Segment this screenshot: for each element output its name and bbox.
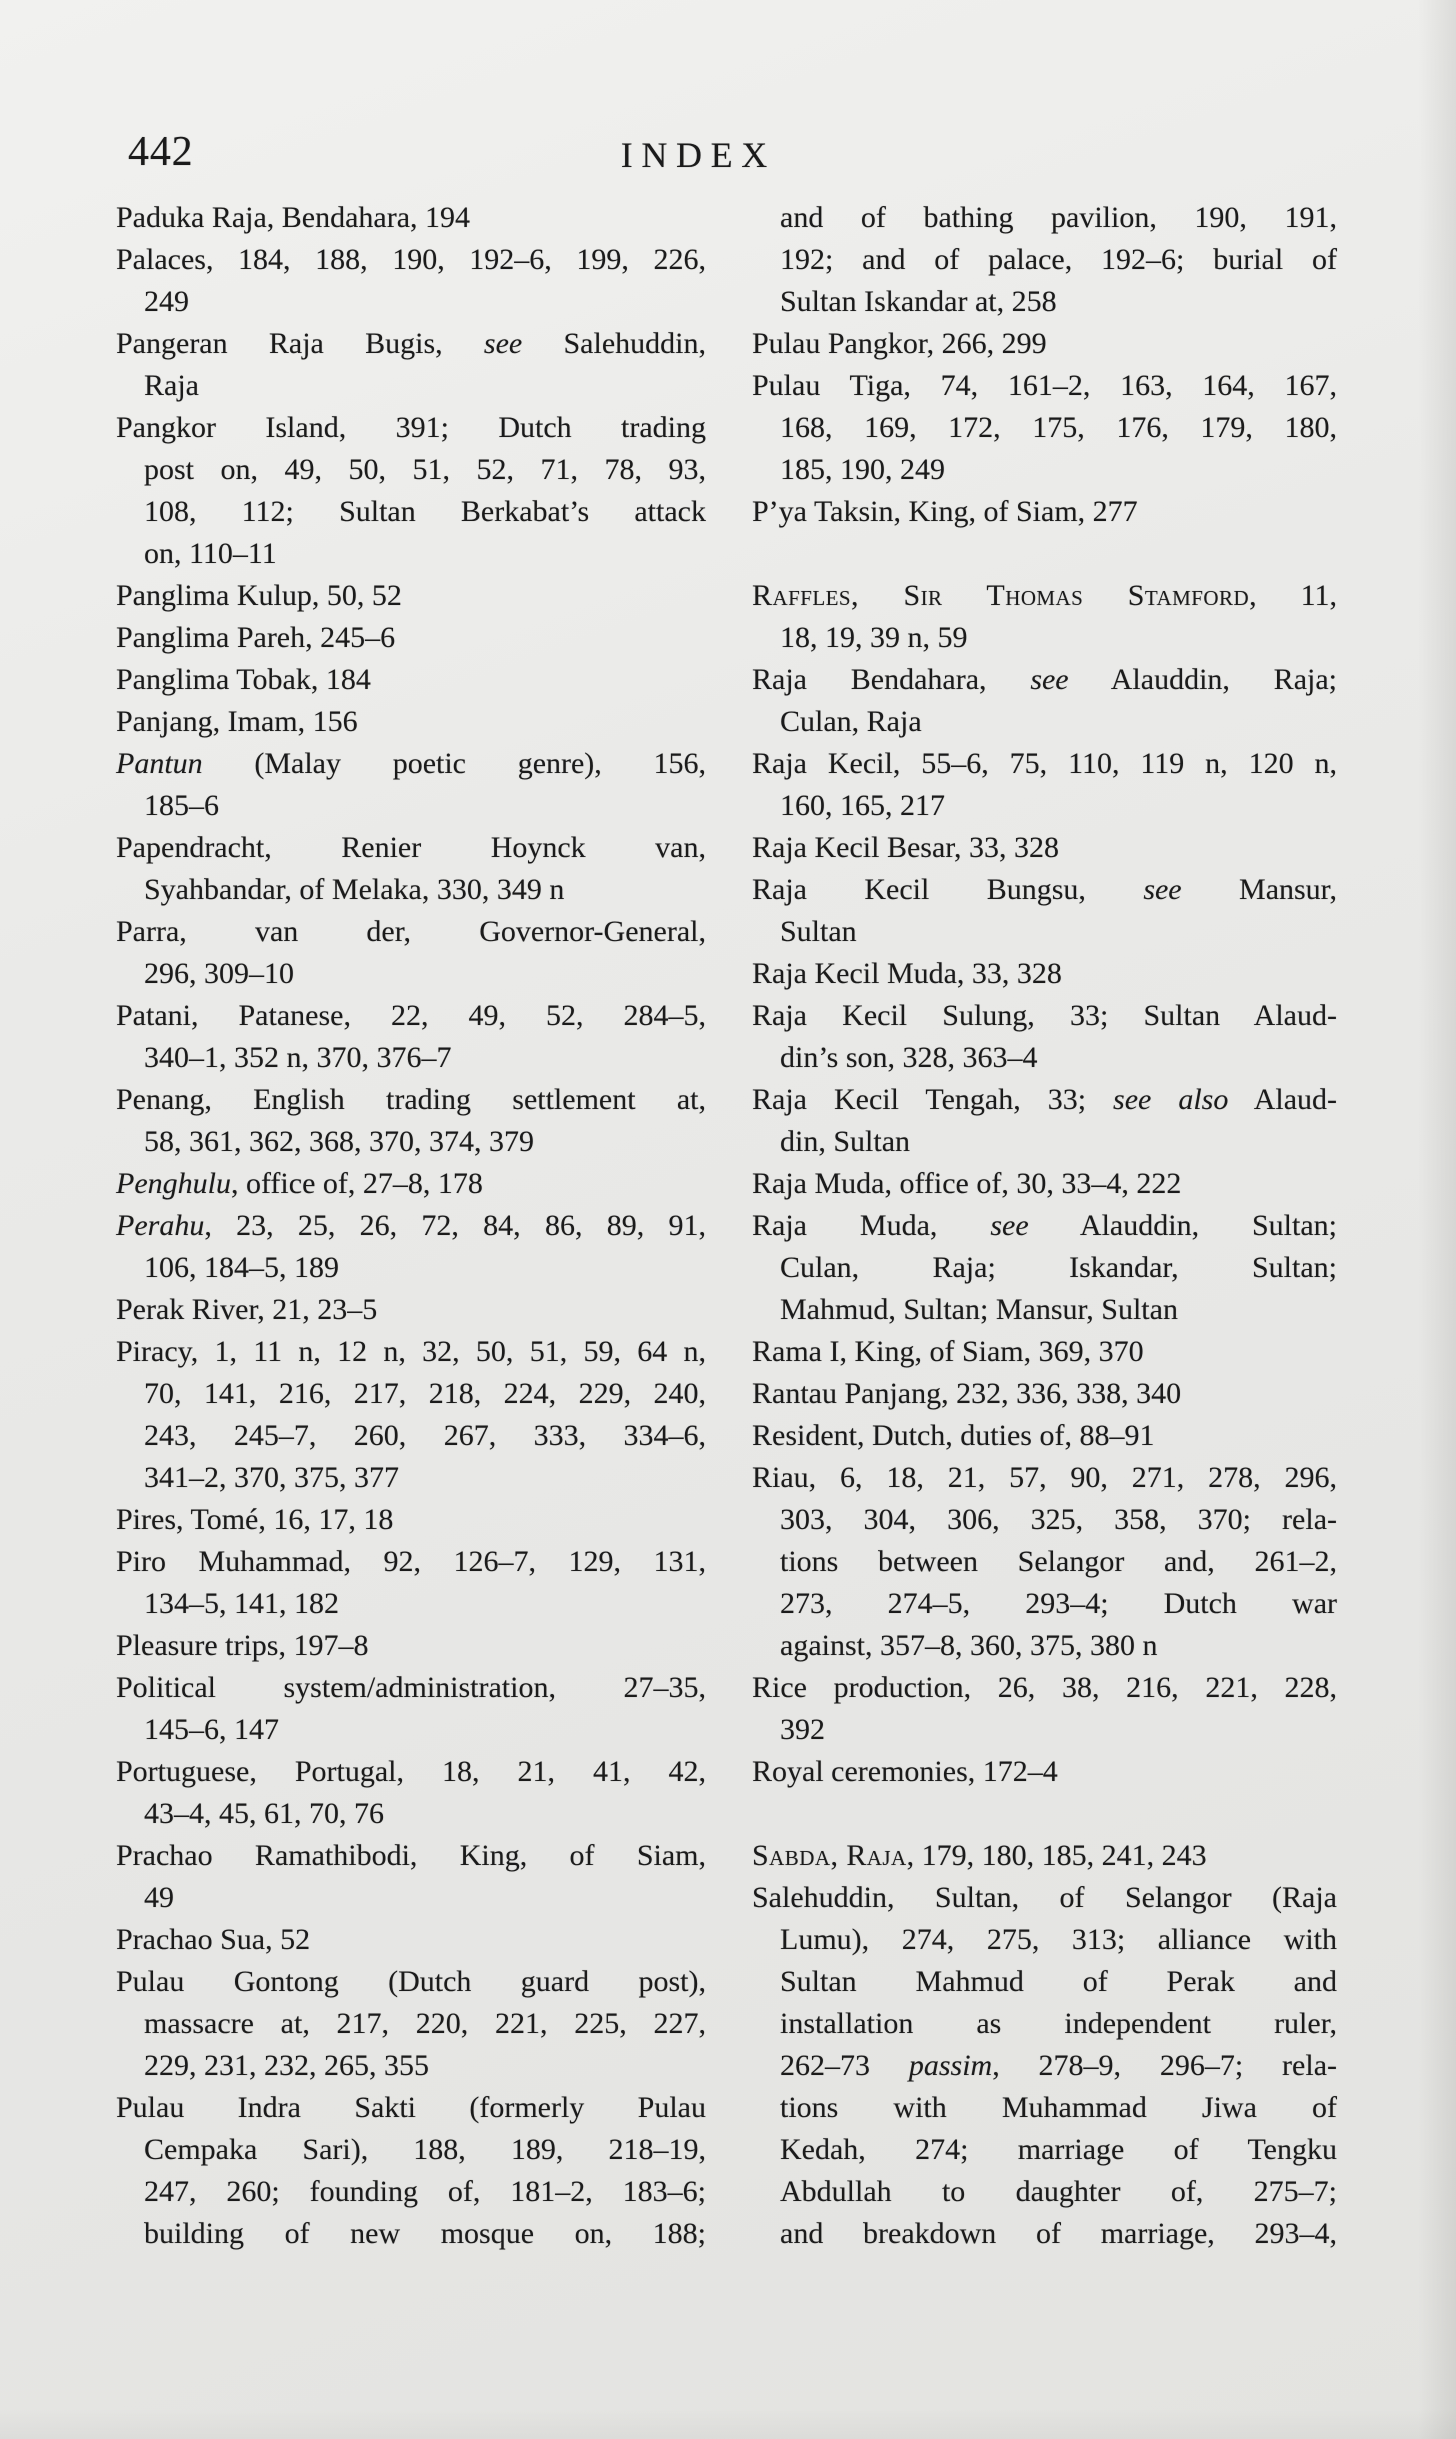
- index-entry: [116, 575, 706, 617]
- entry-text: (Malay poetic genre), 156,: [202, 747, 706, 780]
- page-edge-shadow-right: [1418, 0, 1456, 2439]
- index-entry: [116, 407, 706, 575]
- index-entry: [116, 1205, 706, 1289]
- index-entry: [752, 1667, 1337, 1751]
- entry-text: Raja Kecil Bungsu,: [752, 873, 1144, 906]
- entry-line: [116, 1709, 706, 1751]
- entry-line: [116, 1625, 706, 1667]
- entry-line: [116, 1289, 706, 1331]
- entry-text: 392: [780, 1713, 825, 1746]
- entry-text: Pulau Pangkor, 266, 299: [752, 327, 1047, 360]
- entry-text: 185, 190, 249: [780, 453, 945, 486]
- entry-line: [116, 1247, 706, 1289]
- entry-line: [116, 827, 706, 869]
- entry-text: Paduka Raja, Bendahara, 194: [116, 201, 471, 234]
- entry-line: [116, 1583, 706, 1625]
- entry-line: [752, 953, 1337, 995]
- entry-text: 243, 245–7, 260, 267, 333, 334–6,: [144, 1419, 706, 1452]
- italic-text: see: [990, 1209, 1029, 1242]
- entry-line: [116, 2171, 706, 2213]
- entry-line: [752, 701, 1337, 743]
- entry-text: Mansur,: [1181, 873, 1337, 906]
- index-entry: [752, 743, 1337, 827]
- entry-text: Raja Kecil Tengah, 33;: [752, 1083, 1114, 1116]
- index-entry: [116, 1667, 706, 1751]
- entry-text: 185–6: [144, 789, 219, 822]
- entry-text: Culan, Raja; Iskandar, Sultan;: [780, 1251, 1337, 1284]
- entry-text: din, Sultan: [780, 1125, 911, 1158]
- entry-line: [752, 365, 1337, 407]
- entry-line: [752, 1583, 1337, 1625]
- entry-text: tions between Selangor and, 261–2,: [780, 1545, 1337, 1578]
- page-number: 442: [128, 129, 194, 175]
- entry-line: [116, 869, 706, 911]
- entry-line: [752, 2171, 1337, 2213]
- entry-text: 341–2, 370, 375, 377: [144, 1461, 399, 1494]
- entry-text: 192; and of palace, 192–6; burial of: [780, 243, 1337, 276]
- entry-line: [752, 1541, 1337, 1583]
- index-entry: [752, 995, 1337, 1079]
- italic-text: see: [1030, 663, 1069, 696]
- small-caps-text: Sabda, Raja: [752, 1839, 907, 1872]
- index-entry: [116, 995, 706, 1079]
- entry-line: [116, 365, 706, 407]
- entry-text: 18, 19, 39 n, 59: [780, 621, 968, 654]
- entry-line: [752, 911, 1337, 953]
- entry-text: tions with Muhammad Jiwa of: [780, 2091, 1337, 2124]
- entry-text: , 278–9, 296–7; rela-: [992, 2049, 1338, 2082]
- entry-line: [116, 1877, 706, 1919]
- entry-text: Raja Kecil Besar, 33, 328: [752, 831, 1060, 864]
- entry-text: Alaud-: [1228, 1083, 1337, 1116]
- entry-text: 70, 141, 216, 217, 218, 224, 229, 240,: [144, 1377, 706, 1410]
- entry-text: Pleasure trips, 197–8: [116, 1629, 369, 1662]
- index-entry: [116, 701, 706, 743]
- entry-line: [752, 1961, 1337, 2003]
- entry-text: , office of, 27–8, 178: [230, 1167, 483, 1200]
- entry-text: Alauddin, Raja;: [1068, 663, 1337, 696]
- entry-line: [752, 1037, 1337, 1079]
- small-caps-text: Raffles, Sir Thomas Stamford: [752, 579, 1250, 612]
- entry-text: 262–73: [780, 2049, 909, 2082]
- index-entry: [752, 1415, 1337, 1457]
- entry-line: [752, 1247, 1337, 1289]
- entry-line: [116, 2129, 706, 2171]
- entry-text: Pulau Indra Sakti (formerly Pulau: [116, 2091, 706, 2124]
- index-entry: [116, 197, 706, 239]
- index-entry: [116, 911, 706, 995]
- entry-text: Penang, English trading settlement at,: [116, 1083, 706, 1116]
- entry-line: [116, 1457, 706, 1499]
- entry-text: Sultan: [780, 915, 857, 948]
- entry-line: [116, 281, 706, 323]
- entry-line: [752, 1415, 1337, 1457]
- entry-text: Panglima Kulup, 50, 52: [116, 579, 402, 612]
- index-entry: [116, 1919, 706, 1961]
- entry-text: din’s son, 328, 363–4: [780, 1041, 1038, 1074]
- entry-text: Sultan Mahmud of Perak and: [780, 1965, 1337, 1998]
- entry-text: 168, 169, 172, 175, 176, 179, 180,: [780, 411, 1337, 444]
- index-entry: [752, 323, 1337, 365]
- index-entry: [116, 239, 706, 323]
- entry-text: Raja Bendahara,: [752, 663, 1031, 696]
- index-entry: [116, 1079, 706, 1163]
- index-entry: [116, 1541, 706, 1625]
- entry-line: [116, 1961, 706, 2003]
- entry-text: , 11,: [1249, 579, 1337, 612]
- entry-text: Raja Kecil Muda, 33, 328: [752, 957, 1062, 990]
- entry-text: Panjang, Imam, 156: [116, 705, 358, 738]
- entry-line: [116, 449, 706, 491]
- entry-line: [752, 659, 1337, 701]
- index-entry: [752, 953, 1337, 995]
- entry-text: 296, 309–10: [144, 957, 294, 990]
- entry-text: Prachao Ramathibodi, King, of Siam,: [116, 1839, 706, 1872]
- index-entry: [752, 575, 1337, 659]
- entry-text: Raja Muda, office of, 30, 33–4, 222: [752, 1167, 1182, 1200]
- page-edge-shadow-bottom: [0, 2409, 1456, 2439]
- entry-line: [116, 2045, 706, 2087]
- entry-text: 303, 304, 306, 325, 358, 370; rela-: [780, 1503, 1337, 1536]
- italic-text: see: [1143, 873, 1182, 906]
- index-entry: [116, 1835, 706, 1919]
- index-entry: [116, 743, 706, 827]
- entry-line: [752, 785, 1337, 827]
- entry-text: 229, 231, 232, 265, 355: [144, 2049, 429, 2082]
- index-entry: [116, 617, 706, 659]
- entry-text: 247, 260; founding of, 181–2, 183–6;: [144, 2175, 706, 2208]
- entry-line: [116, 1415, 706, 1457]
- entry-line: [116, 1835, 706, 1877]
- index-entry: [752, 1457, 1337, 1667]
- entry-line: [752, 869, 1337, 911]
- entry-text: Syahbandar, of Melaka, 330, 349 n: [144, 873, 565, 906]
- entry-text: 134–5, 141, 182: [144, 1587, 339, 1620]
- entry-text: P’ya Taksin, King, of Siam, 277: [752, 495, 1138, 528]
- index-entry: [752, 1835, 1337, 1877]
- italic-text: see: [483, 327, 523, 360]
- entry-text: Political system/administration, 27–35,: [116, 1671, 706, 1704]
- entry-line: [752, 1079, 1337, 1121]
- entry-text: Salehuddin, Sultan, of Selangor (Raja: [752, 1881, 1337, 1914]
- entry-line: [752, 1709, 1337, 1751]
- index-column-left: [116, 197, 706, 2255]
- entry-line: [116, 575, 706, 617]
- entry-line: [752, 1625, 1337, 1667]
- italic-text: Perahu: [116, 1209, 205, 1242]
- entry-line: [752, 2045, 1337, 2087]
- entry-text: Panglima Tobak, 184: [116, 663, 371, 696]
- entry-line: [752, 197, 1337, 239]
- entry-text: 58, 361, 362, 368, 370, 374, 379: [144, 1125, 534, 1158]
- index-entry: [752, 827, 1337, 869]
- entry-line: [752, 281, 1337, 323]
- italic-text: passim: [908, 2049, 993, 2082]
- index-entry: [752, 197, 1337, 323]
- entry-line: [116, 407, 706, 449]
- entry-text: Patani, Patanese, 22, 49, 52, 284–5,: [116, 999, 706, 1032]
- entry-line: [116, 659, 706, 701]
- entry-text: Raja Muda,: [752, 1209, 991, 1242]
- italic-text: see also: [1113, 1083, 1229, 1116]
- entry-text: Alauddin, Sultan;: [1028, 1209, 1337, 1242]
- entry-line: [116, 1499, 706, 1541]
- entry-text: Salehuddin,: [522, 327, 706, 360]
- entry-line: [116, 701, 706, 743]
- entry-line: [752, 1373, 1337, 1415]
- entry-text: Royal ceremonies, 172–4: [752, 1755, 1058, 1788]
- entry-line: [752, 1121, 1337, 1163]
- entry-line: [752, 1163, 1337, 1205]
- entry-line: [752, 2003, 1337, 2045]
- entry-line: [752, 449, 1337, 491]
- index-entry: [752, 659, 1337, 743]
- entry-text: Culan, Raja: [780, 705, 922, 738]
- entry-line: [752, 827, 1337, 869]
- entry-line: [116, 1373, 706, 1415]
- entry-text: , 179, 180, 185, 241, 243: [906, 1839, 1207, 1872]
- entry-line: [116, 1793, 706, 1835]
- index-entry: [752, 365, 1337, 491]
- index-entry: [116, 1289, 706, 1331]
- entry-line: [752, 1331, 1337, 1373]
- entry-line: [752, 1835, 1337, 1877]
- entry-line: [752, 1457, 1337, 1499]
- entry-text: Raja Kecil, 55–6, 75, 110, 119 n, 120 n,: [752, 747, 1337, 780]
- entry-text: Prachao Sua, 52: [116, 1923, 311, 1956]
- entry-line: [116, 491, 706, 533]
- entry-text: Pangkor Island, 391; Dutch trading: [116, 411, 706, 444]
- entry-text: Riau, 6, 18, 21, 57, 90, 271, 278, 296,: [752, 1461, 1337, 1494]
- entry-line: [116, 2003, 706, 2045]
- index-entry: [752, 1163, 1337, 1205]
- index-entry: [752, 1373, 1337, 1415]
- index-entry: [116, 827, 706, 911]
- entry-text: Portuguese, Portugal, 18, 21, 41, 42,: [116, 1755, 706, 1788]
- entry-line: [116, 323, 706, 365]
- entry-line: [116, 1667, 706, 1709]
- entry-text: Raja Kecil Sulung, 33; Sultan Alaud-: [752, 999, 1337, 1032]
- index-entry: [116, 659, 706, 701]
- index-entry: [752, 1079, 1337, 1163]
- entry-line: [116, 911, 706, 953]
- entry-text: post on, 49, 50, 51, 52, 71, 78, 93,: [144, 453, 706, 486]
- index-column-right: [752, 197, 1337, 2255]
- entry-line: [752, 407, 1337, 449]
- entry-text: on, 110–11: [144, 537, 277, 570]
- entry-text: and of bathing pavilion, 190, 191,: [780, 201, 1337, 234]
- entry-line: [752, 995, 1337, 1037]
- entry-text: Papendracht, Renier Hoynck van,: [116, 831, 706, 864]
- entry-text: 49: [144, 1881, 174, 1914]
- entry-line: [752, 743, 1337, 785]
- index-entry: [116, 1625, 706, 1667]
- entry-text: Rantau Panjang, 232, 336, 338, 340: [752, 1377, 1182, 1410]
- index-entry: [116, 1163, 706, 1205]
- entry-line: [116, 1751, 706, 1793]
- entry-text: Piracy, 1, 11 n, 12 n, 32, 50, 51, 59, 64 n,: [116, 1335, 706, 1368]
- entry-line: [752, 1205, 1337, 1247]
- entry-text: Pires, Tomé, 16, 17, 18: [116, 1503, 394, 1536]
- index-entry: [752, 491, 1337, 533]
- entry-line: [116, 785, 706, 827]
- entry-line: [116, 953, 706, 995]
- entry-text: 108, 112; Sultan Berkabat’s attack: [144, 495, 706, 528]
- index-entry: [752, 1751, 1337, 1793]
- italic-text: Pantun: [116, 747, 203, 780]
- entry-line: [116, 1205, 706, 1247]
- entry-line: [116, 1079, 706, 1121]
- page-title: INDEX: [620, 135, 776, 175]
- index-entry: [116, 1499, 706, 1541]
- entry-line: [752, 2129, 1337, 2171]
- entry-line: [752, 1499, 1337, 1541]
- section-gap: [752, 1793, 1337, 1835]
- entry-line: [116, 1541, 706, 1583]
- entry-line: [116, 2087, 706, 2129]
- index-entry: [752, 1205, 1337, 1331]
- index-entry: [116, 1331, 706, 1499]
- entry-text: Piro Muhammad, 92, 126–7, 129, 131,: [116, 1545, 706, 1578]
- entry-line: [752, 1751, 1337, 1793]
- entry-text: Kedah, 274; marriage of Tengku: [780, 2133, 1337, 2166]
- entry-line: [752, 323, 1337, 365]
- entry-text: 249: [144, 285, 189, 318]
- entry-text: Perak River, 21, 23–5: [116, 1293, 378, 1326]
- italic-text: Penghulu: [116, 1167, 231, 1200]
- index-entry: [752, 869, 1337, 953]
- entry-text: Palaces, 184, 188, 190, 192–6, 199, 226,: [116, 243, 706, 276]
- entry-text: 145–6, 147: [144, 1713, 279, 1746]
- entry-text: 273, 274–5, 293–4; Dutch war: [780, 1587, 1337, 1620]
- index-entry: [116, 2087, 706, 2255]
- entry-line: [116, 1163, 706, 1205]
- entry-line: [116, 239, 706, 281]
- entry-text: Pulau Tiga, 74, 161–2, 163, 164, 167,: [752, 369, 1337, 402]
- entry-text: Resident, Dutch, duties of, 88–91: [752, 1419, 1155, 1452]
- entry-line: [116, 743, 706, 785]
- entry-line: [752, 617, 1337, 659]
- entry-text: 106, 184–5, 189: [144, 1251, 339, 1284]
- entry-text: Mahmud, Sultan; Mansur, Sultan: [780, 1293, 1178, 1326]
- entry-text: Cempaka Sari), 188, 189, 218–19,: [144, 2133, 706, 2166]
- entry-text: , 23, 25, 26, 72, 84, 86, 89, 91,: [204, 1209, 706, 1242]
- entry-text: Lumu), 274, 275, 313; alliance with: [780, 1923, 1337, 1956]
- entry-text: Rama I, King, of Siam, 369, 370: [752, 1335, 1144, 1368]
- entry-text: Abdullah to daughter of, 275–7;: [780, 2175, 1337, 2208]
- section-gap: [752, 533, 1337, 575]
- entry-text: 340–1, 352 n, 370, 376–7: [144, 1041, 452, 1074]
- entry-text: against, 357–8, 360, 375, 380 n: [780, 1629, 1158, 1662]
- entry-text: installation as independent ruler,: [780, 2007, 1337, 2040]
- entry-line: [752, 1919, 1337, 1961]
- entry-line: [752, 239, 1337, 281]
- entry-line: [116, 1121, 706, 1163]
- entry-line: [752, 2087, 1337, 2129]
- entry-text: Panglima Pareh, 245–6: [116, 621, 396, 654]
- index-entry: [752, 1331, 1337, 1373]
- entry-text: Parra, van der, Governor-General,: [116, 915, 706, 948]
- entry-line: [116, 2213, 706, 2255]
- index-entry: [116, 1751, 706, 1835]
- entry-line: [116, 1037, 706, 1079]
- entry-line: [116, 1919, 706, 1961]
- entry-text: Raja: [144, 369, 199, 402]
- entry-text: 43–4, 45, 61, 70, 76: [144, 1797, 384, 1830]
- entry-line: [116, 995, 706, 1037]
- entry-text: Rice production, 26, 38, 216, 221, 228,: [752, 1671, 1337, 1704]
- entry-line: [752, 1667, 1337, 1709]
- entry-line: [752, 575, 1337, 617]
- entry-text: building of new mosque on, 188;: [144, 2217, 706, 2250]
- entry-text: and breakdown of marriage, 293–4,: [780, 2217, 1337, 2250]
- index-entry: [116, 1961, 706, 2087]
- entry-line: [752, 1877, 1337, 1919]
- entry-line: [116, 533, 706, 575]
- entry-line: [752, 2213, 1337, 2255]
- entry-line: [116, 1331, 706, 1373]
- entry-line: [752, 491, 1337, 533]
- entry-text: Pangeran Raja Bugis,: [116, 327, 484, 360]
- entry-line: [116, 617, 706, 659]
- entry-text: 160, 165, 217: [780, 789, 945, 822]
- entry-text: Sultan Iskandar at, 258: [780, 285, 1057, 318]
- index-entry: [752, 1877, 1337, 2255]
- index-entry: [116, 323, 706, 407]
- entry-line: [752, 1289, 1337, 1331]
- entry-line: [116, 197, 706, 239]
- entry-text: massacre at, 217, 220, 221, 225, 227,: [144, 2007, 706, 2040]
- entry-text: Pulau Gontong (Dutch guard post),: [116, 1965, 706, 1998]
